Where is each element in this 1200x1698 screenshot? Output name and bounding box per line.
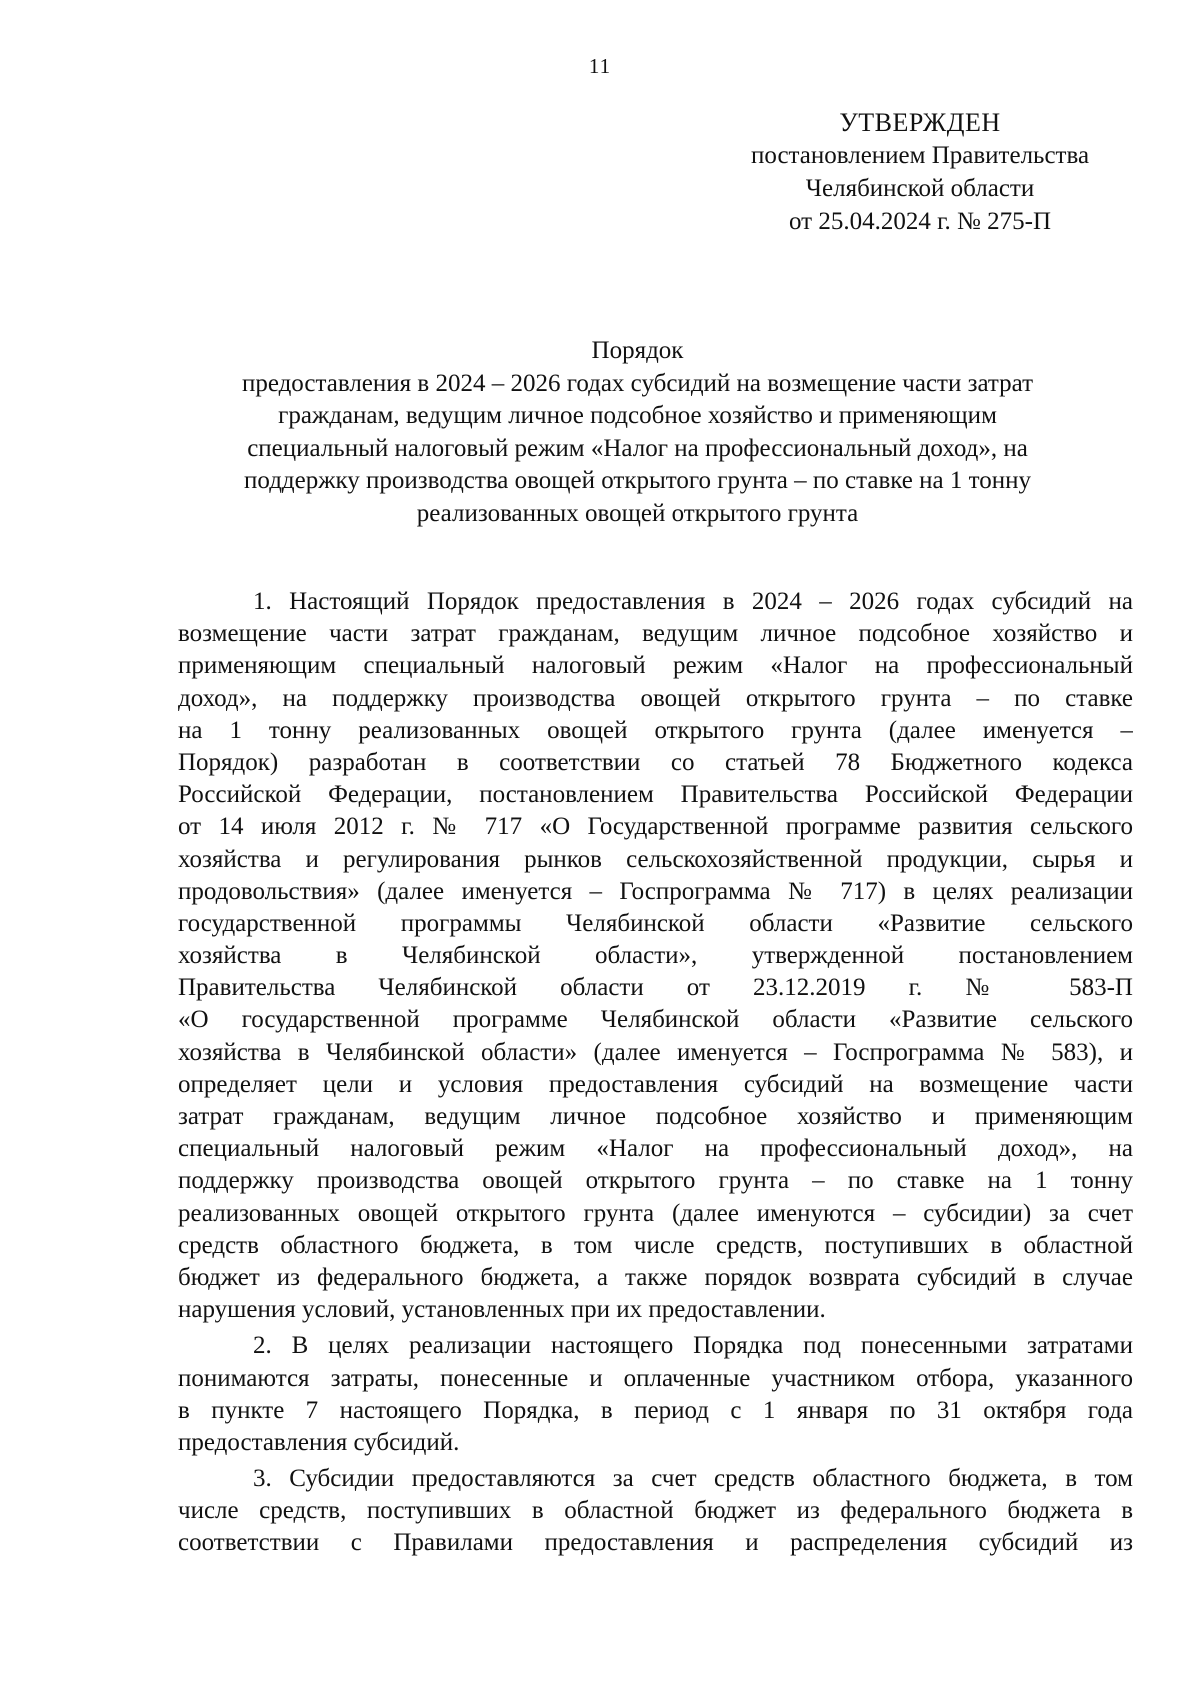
approval-line: от 25.04.2024 г. № 275-П (788, 208, 1051, 235)
document-body (178, 586, 1133, 1560)
page-number: 11 (588, 54, 612, 78)
paragraph-line: хозяйства и регулирования рынков сельскохозяйственной продукции, сырья и (178, 845, 1133, 873)
paragraph-line: числе средств, поступивших в областной бюджет из федерального бюджета в (178, 1497, 1133, 1525)
paragraph-line: предоставления субсидий. (178, 1428, 460, 1456)
approval-line: Челябинской области (805, 175, 1035, 202)
paragraph-line: понимаются затраты, понесенные и оплаченные участником отбора, указанного (178, 1364, 1133, 1392)
paragraph (178, 1463, 1133, 1560)
paragraph-line: реализованных овощей открытого грунта (далее именуются – субсидии) за счет (178, 1199, 1133, 1227)
approval-stamp (735, 106, 1105, 238)
title-line: поддержку производства овощей открытого грунта – по ставке на 1 тонну (244, 467, 1031, 494)
paragraph-line: в пункте 7 настоящего Порядка, в период с 1 января по 31 октября года (178, 1396, 1133, 1424)
paragraph-line: поддержку производства овощей открытого грунта – по ставке на 1 тонну (178, 1167, 1133, 1195)
paragraph (178, 586, 1133, 1326)
paragraph-line: государственной программы Челябинской области «Развитие сельского (178, 909, 1133, 937)
paragraph-line: применяющим специальный налоговый режим «Налог на профессиональный (178, 652, 1133, 680)
paragraph-line: доход», на поддержку производства овощей открытого грунта – по ставке (178, 684, 1133, 712)
paragraph-line: от 14 июля 2012 г. № 717 «О Государственной программе развития сельского (178, 813, 1133, 841)
paragraph-line: бюджет из федерального бюджета, а также порядок возврата субсидий в случае (178, 1263, 1133, 1291)
paragraph (178, 1330, 1133, 1459)
title-line: гражданам, ведущим личное подсобное хозяйство и применяющим (278, 402, 997, 429)
paragraph-line: продовольствия» (далее именуется – Госпрограмма № 717) в целях реализации (178, 877, 1133, 905)
title-line: Порядок (591, 337, 684, 364)
paragraph-line: средств областного бюджета, в том числе средств, поступивших в областной (178, 1231, 1133, 1259)
paragraph-line: Правительства Челябинской области от 23.12.2019 г. № 583-П (178, 974, 1133, 1002)
paragraph-line: на 1 тонну реализованных овощей открытого грунта (далее именуется – (178, 716, 1133, 744)
paragraph-line: нарушения условий, установленных при их предоставлении. (178, 1296, 826, 1324)
document-title (160, 335, 1115, 530)
paragraph-line: 2. В целях реализации настоящего Порядка под понесенными затратами (253, 1332, 1133, 1360)
approval-line: постановлением Правительства (750, 142, 1090, 169)
title-line: предоставления в 2024 – 2026 годах субсидий на возмещение части затрат (241, 369, 1034, 397)
paragraph-line: возмещение части затрат гражданам, ведущим личное подсобное хозяйство и (178, 620, 1133, 648)
paragraph-line: Порядок) разработан в соответствии со статьей 78 Бюджетного кодекса (178, 748, 1133, 776)
paragraph-line: соответствии с Правилами предоставления и распределения субсидий из (178, 1529, 1133, 1557)
paragraph-line: хозяйства в Челябинской области» (далее именуется – Госпрограмма № 583), и (178, 1038, 1133, 1066)
paragraph-line: «О государственной программе Челябинской области «Развитие сельского (178, 1006, 1133, 1034)
paragraph-line: хозяйства в Челябинской области», утвержденной постановлением (178, 942, 1133, 970)
paragraph-line: определяет цели и условия предоставления субсидий на возмещение части (178, 1070, 1133, 1098)
paragraph-line: 3. Субсидии предоставляются за счет средств областного бюджета, в том (253, 1465, 1133, 1493)
paragraph-line: затрат гражданам, ведущим личное подсобное хозяйство и применяющим (178, 1103, 1133, 1130)
paragraph-line: Российской Федерации, постановлением Правительства Российской Федерации (178, 781, 1133, 809)
title-line: специальный налоговый режим «Налог на профессиональный доход», на (247, 434, 1028, 462)
paragraph-line: специальный налоговый режим «Налог на профессиональный доход», на (178, 1135, 1133, 1163)
title-line: реализованных овощей открытого грунта (416, 499, 859, 527)
approval-title: УТВЕРЖДЕН (839, 108, 1001, 137)
paragraph-line: 1. Настоящий Порядок предоставления в 2024 – 2026 годах субсидий на (253, 588, 1133, 615)
